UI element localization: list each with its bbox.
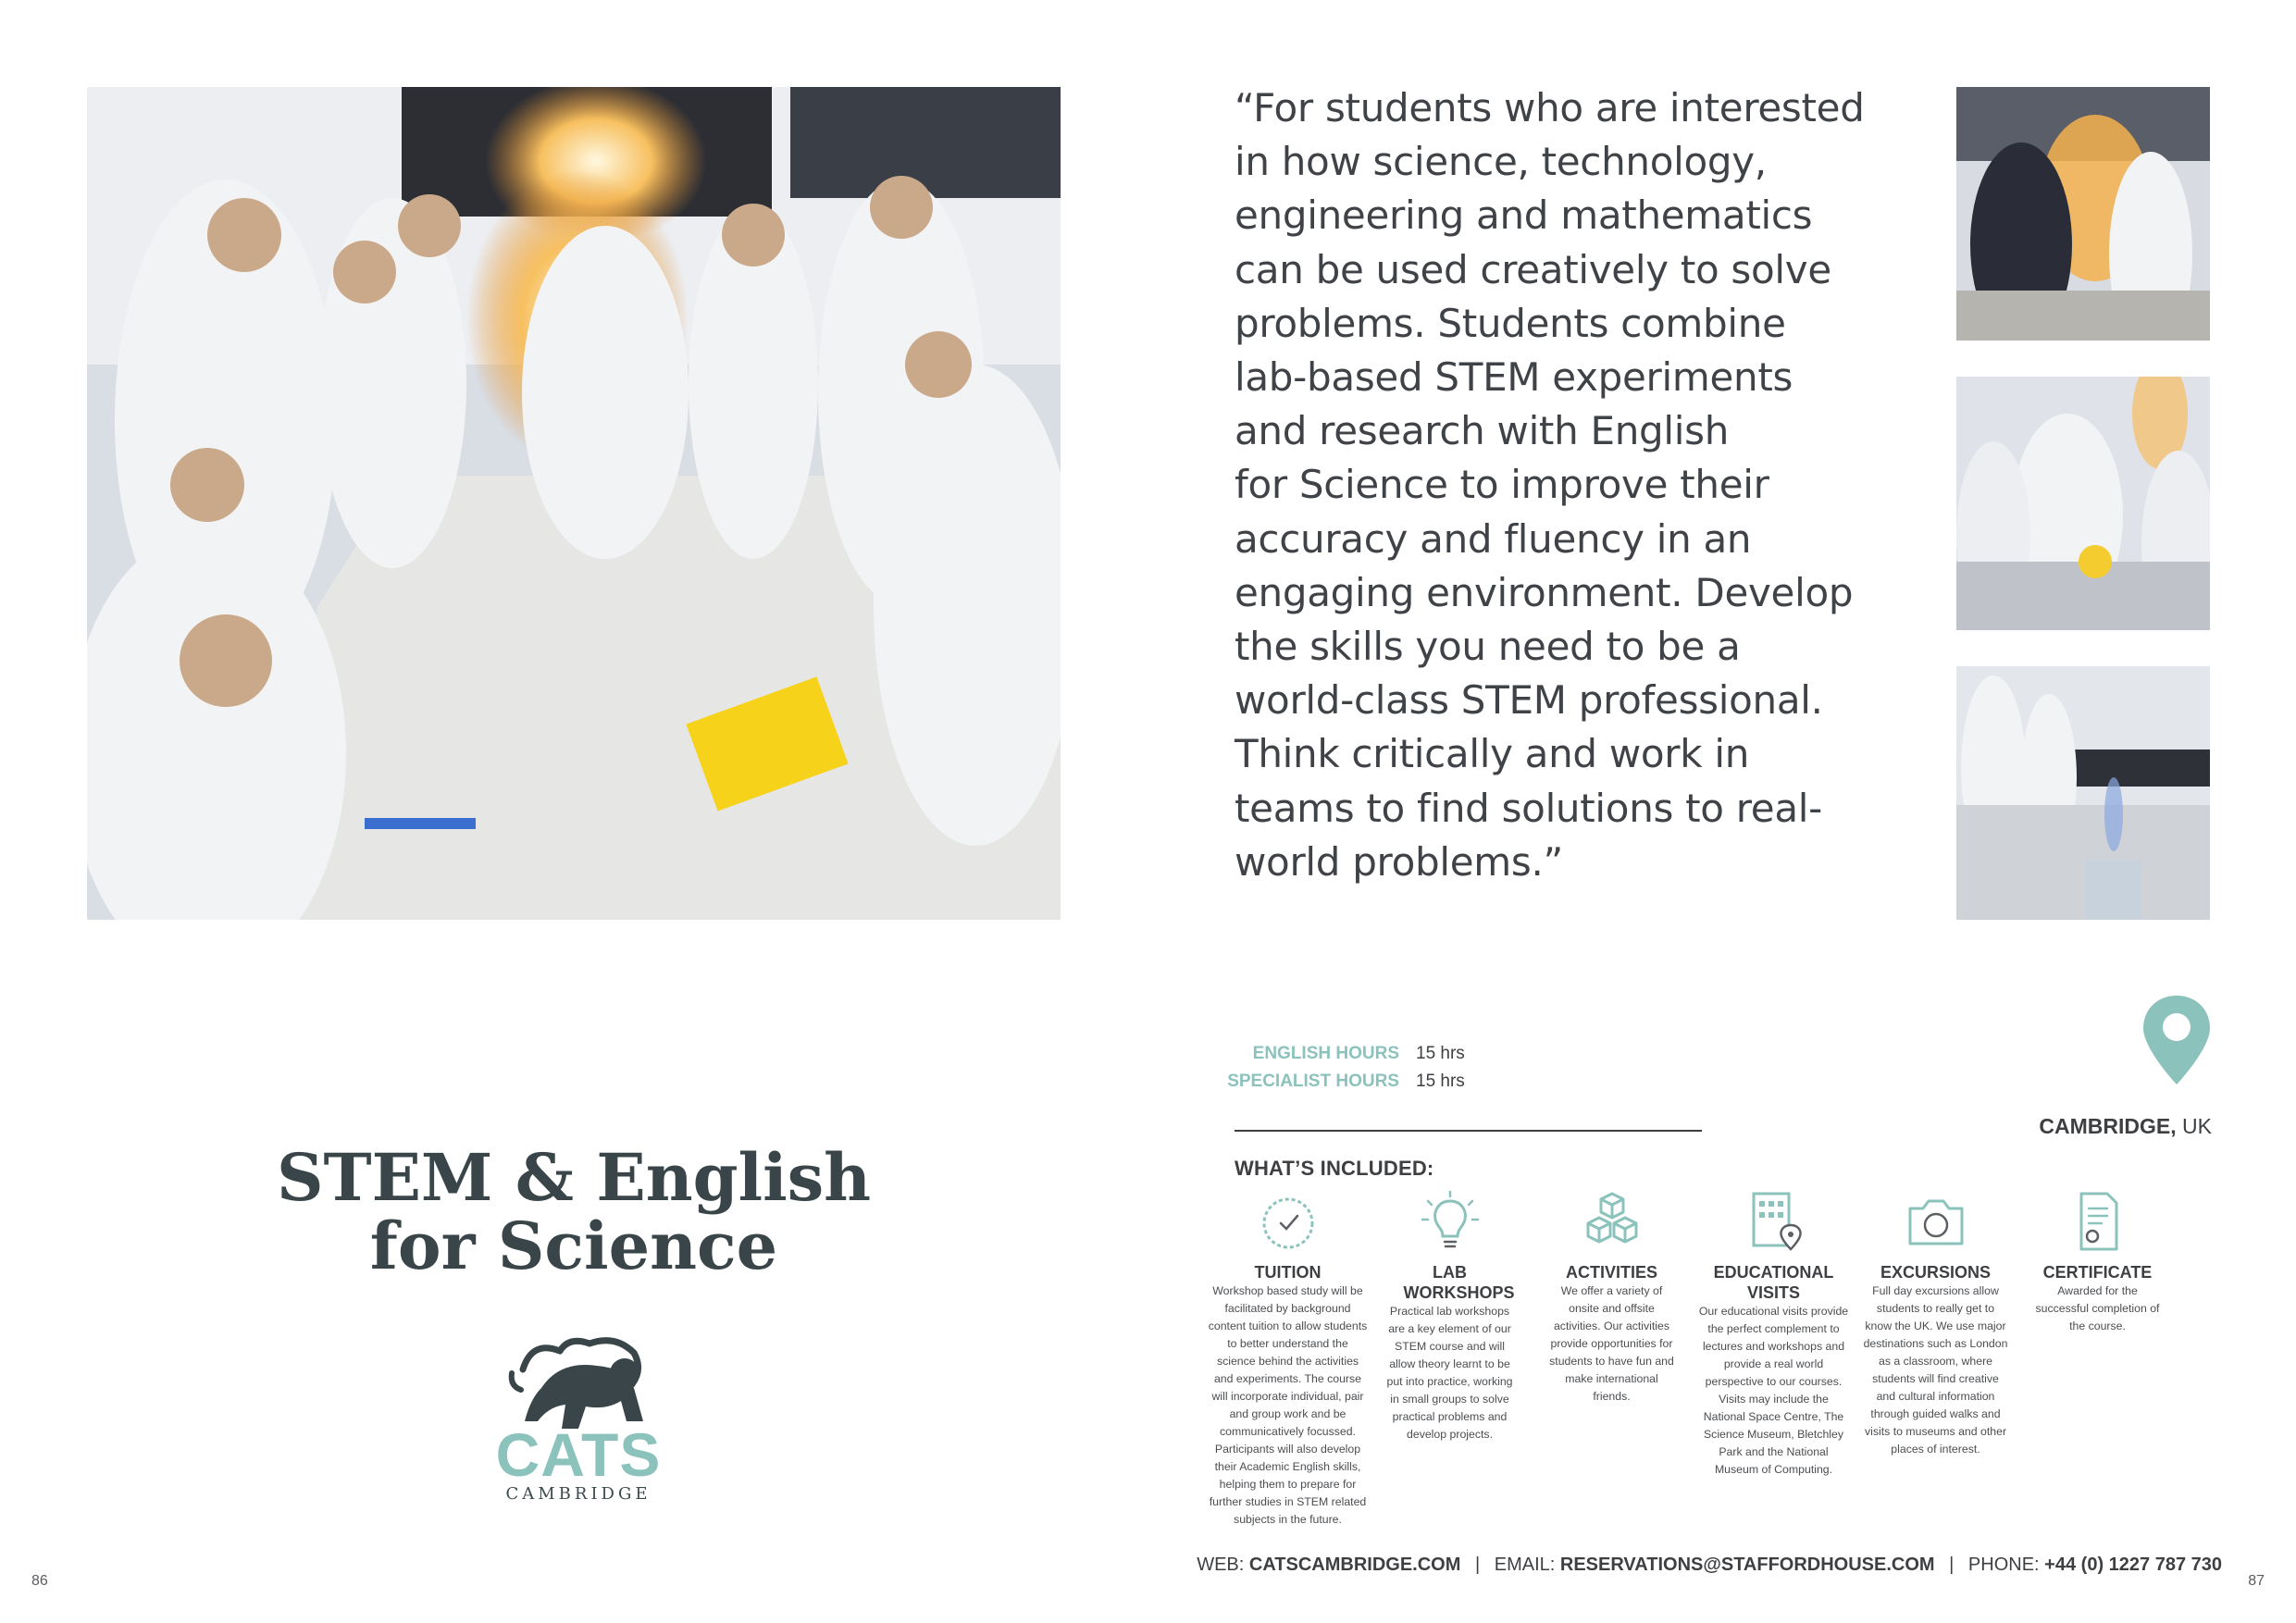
cats-cambridge-logo	[486, 1332, 671, 1518]
page-number-right: 87	[2248, 1573, 2265, 1589]
feature-title: CERTIFICATE	[2042, 1263, 2153, 1282]
feature-lab-workshops	[1369, 1188, 1531, 1443]
quote-line: in how science, technology,	[1235, 139, 1767, 185]
course-title-line2: for Science	[369, 1208, 778, 1284]
email-label: EMAIL:	[1494, 1555, 1556, 1575]
quote-line: problems. Students combine	[1235, 300, 1786, 346]
quote-line: for Science to improve their	[1235, 462, 1769, 508]
feature-description: Practical lab workshops are a key element of our STEM course and will allow theory learnt to be put into practice, working in small groups to solve practical problems and develop projects.	[1386, 1305, 1513, 1441]
feature-activities	[1531, 1188, 1693, 1406]
thumbnail-photo-flame-demo	[1956, 87, 2210, 341]
quote-line: engineering and mathematics	[1235, 192, 1813, 239]
main-photo-students-lab	[87, 87, 1061, 920]
english-hours-value: 15 hrs	[1416, 1044, 1465, 1063]
feature-title: ACTIVITIES	[1565, 1263, 1657, 1282]
quote-line: world problems.”	[1235, 838, 1563, 885]
quote-line: and research with English	[1235, 408, 1730, 454]
lion-emblem-icon	[504, 1332, 652, 1434]
thumbnail-photo-lab-students	[1956, 377, 2210, 630]
feature-certificate	[2017, 1188, 2178, 1335]
web-label: WEB:	[1197, 1555, 1245, 1575]
course-title	[231, 1139, 916, 1284]
building-pin-icon	[1741, 1188, 1807, 1255]
specialist-hours-row	[1222, 1068, 1465, 1096]
feature-description: Our educational visits provide the perfect complement to lectures and workshops and provide a real world perspective to our courses. Visits may include the National Space Centre, The Science Museum, Bletchley Park and the National Museum of Computing.	[1698, 1305, 1849, 1476]
whats-included-heading: WHAT’S INCLUDED:	[1235, 1157, 1434, 1180]
web-link[interactable]: CATSCAMBRIDGE.COM	[1248, 1555, 1461, 1575]
feature-description: Workshop based study will be facilitated by background content tuition to allow students to better understand the science behind the activities and experiments. The course will incorporate individual, pair and group work and be communicatively focussed. Participants will also develop their Academic English skills, helping them to prepare for further studies in STEM related subjects in the future.	[1208, 1284, 1368, 1526]
english-hours-label: ENGLISH HOURS	[1252, 1044, 1399, 1063]
quote-line: Think critically and work in	[1235, 731, 1750, 777]
feature-description: Awarded for the successful completion of the course.	[2035, 1284, 2160, 1332]
quote-line: lab-based STEM experiments	[1235, 354, 1793, 401]
course-quote	[1235, 81, 1901, 889]
separator: |	[1949, 1555, 1955, 1575]
quote-line: engaging environment. Develop	[1235, 569, 1854, 615]
separator: |	[1474, 1555, 1481, 1575]
location-block	[2008, 994, 2212, 1139]
logo-subtitle: CAMBRIDGE	[505, 1484, 652, 1504]
feature-excursions	[1855, 1188, 2017, 1458]
certificate-icon	[2065, 1188, 2131, 1255]
map-pin-icon	[2141, 994, 2212, 1086]
specialist-hours-value: 15 hrs	[1416, 1072, 1465, 1091]
feature-title: LAB WORKSHOPS	[1403, 1263, 1515, 1302]
quote-line: can be used creatively to solve	[1235, 246, 1831, 292]
phone-number: +44 (0) 1227 787 730	[2044, 1555, 2222, 1575]
location-city: CAMBRIDGE,	[2039, 1114, 2177, 1138]
course-hours	[1222, 1040, 1465, 1096]
english-hours-row	[1222, 1040, 1465, 1068]
feature-description: Full day excursions allow students to really get to know the UK. We use major destinations such as London as a classroom, where students will find creative and cultural information through guided walks and visits to museums and other places of interest.	[1863, 1284, 2008, 1456]
quote-line: the skills you need to be a	[1235, 624, 1741, 670]
quote-line: teams to find solutions to real-	[1235, 785, 1823, 831]
feature-tuition	[1207, 1188, 1369, 1529]
quote-line: accuracy and fluency in an	[1235, 515, 1752, 562]
included-features	[1207, 1188, 2225, 1526]
email-link[interactable]: RESERVATIONS@STAFFORDHOUSE.COM	[1559, 1555, 1935, 1575]
clock-icon	[1255, 1188, 1322, 1255]
feature-title: TUITION	[1254, 1263, 1322, 1282]
contact-footer	[1197, 1555, 2222, 1576]
page-number-left: 86	[31, 1573, 48, 1589]
cubes-icon	[1579, 1188, 1645, 1255]
feature-educational-visits	[1693, 1188, 1855, 1479]
thumbnail-photo-bunsen-burner	[1956, 666, 2210, 920]
specialist-hours-label: SPECIALIST HOURS	[1227, 1072, 1399, 1091]
feature-title: EDUCATIONAL VISITS	[1713, 1263, 1834, 1302]
quote-line: world-class STEM professional.	[1235, 677, 1823, 724]
phone-label: PHONE:	[1967, 1555, 2040, 1575]
course-title-line1: STEM & English	[276, 1139, 872, 1216]
divider	[1235, 1130, 1702, 1132]
lightbulb-icon	[1417, 1188, 1483, 1255]
quote-line: “For students who are interested	[1235, 85, 1865, 130]
feature-title: EXCURSIONS	[1880, 1263, 1992, 1282]
location-label	[2008, 1114, 2212, 1139]
logo-wordmark: CATS	[495, 1420, 662, 1489]
feature-description: We offer a variety of onsite and offsite activities. Our activities provide opportunities for students to have fun and make international friends.	[1549, 1284, 1674, 1403]
camera-icon	[1903, 1188, 1969, 1255]
location-country: UK	[2182, 1114, 2212, 1138]
